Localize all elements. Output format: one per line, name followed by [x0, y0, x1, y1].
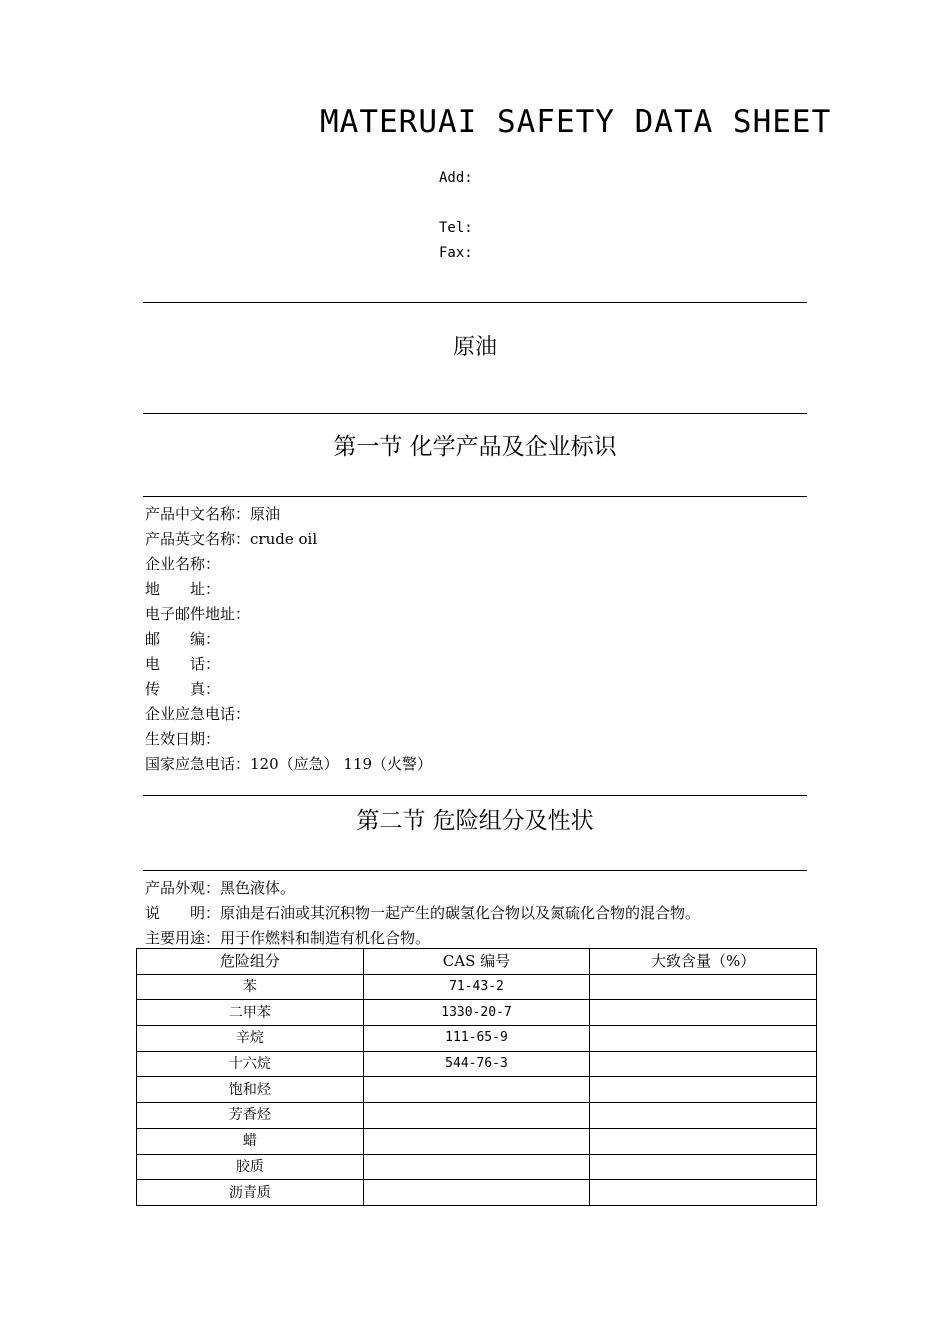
cas-cell: 71-43-2 [363, 974, 590, 1000]
field-value: 黑色液体。 [220, 879, 296, 897]
field-label: 电 话： [145, 655, 221, 673]
field-label: 产品外观： [145, 879, 221, 897]
field-emergency-phone [145, 704, 250, 724]
table-row [137, 974, 817, 1000]
section2-heading: 第二节 危险组分及性状 [356, 808, 594, 834]
column-header-component: 危险组分 [137, 949, 364, 975]
table-row [137, 1026, 817, 1052]
content-cell [590, 1128, 817, 1154]
content-cell [590, 1077, 817, 1103]
component-cell: 辛烷 [137, 1026, 364, 1052]
field-label: 电子邮件地址： [145, 605, 251, 623]
field-label: 生效日期： [145, 730, 221, 748]
content-cell [590, 1103, 817, 1129]
divider [143, 413, 807, 414]
field-product-en-name [145, 529, 317, 549]
component-cell: 芳香烃 [137, 1103, 364, 1129]
content-cell [590, 1000, 817, 1026]
table-row [137, 1077, 817, 1103]
table-row [137, 1128, 817, 1154]
field-main-use [145, 928, 430, 948]
component-cell: 蜡 [137, 1128, 364, 1154]
field-national-emergency-phone [145, 754, 432, 774]
component-cell: 二甲苯 [137, 1000, 364, 1026]
field-postcode [145, 629, 220, 649]
field-label: 邮 编： [145, 630, 221, 648]
content-cell [590, 1026, 817, 1052]
field-value: 原油是石油或其沉积物一起产生的碳氢化合物以及氮硫化合物的混合物。 [220, 904, 701, 922]
column-header-cas: CAS 编号 [363, 949, 590, 975]
field-label: 说 明： [145, 904, 221, 922]
column-header-content: 大致含量（%） [590, 949, 817, 975]
telephone-label: Tel: [439, 220, 473, 236]
component-cell: 饱和烃 [137, 1077, 364, 1103]
cas-cell: 1330-20-7 [363, 1000, 590, 1026]
field-value: 原油 [250, 505, 281, 523]
component-cell: 十六烷 [137, 1051, 364, 1077]
table-row [137, 1103, 817, 1129]
field-product-cn-name [145, 504, 280, 524]
component-cell: 胶质 [137, 1154, 364, 1180]
cas-cell [363, 1128, 590, 1154]
component-cell: 沥青质 [137, 1180, 364, 1206]
hazard-components-table [136, 948, 817, 1206]
cas-cell: 111‑65‑9 [363, 1026, 590, 1052]
table-row [137, 1051, 817, 1077]
content-cell [590, 1180, 817, 1206]
document-title: MATERUAI SAFETY DATA SHEET [320, 104, 832, 140]
field-value: crude oil [250, 530, 318, 548]
section1-heading: 第一节 化学产品及企业标识 [333, 434, 617, 460]
fax-label: Fax: [439, 245, 473, 261]
field-label: 产品中文名称： [145, 505, 251, 523]
cas-cell: 544-76-3 [363, 1051, 590, 1077]
field-value: 120（应急） 119（火警） [250, 755, 433, 773]
cas-cell [363, 1077, 590, 1103]
field-label: 产品英文名称： [145, 530, 251, 548]
cas-cell [363, 1180, 590, 1206]
address-label: Add: [439, 170, 473, 186]
divider [143, 496, 807, 497]
field-label: 地 址： [145, 580, 221, 598]
field-label: 企业名称： [145, 555, 221, 573]
field-label: 主要用途： [145, 929, 221, 947]
field-email [145, 604, 250, 624]
product-name-heading: 原油 [452, 335, 497, 360]
divider [143, 870, 807, 871]
divider [143, 795, 807, 796]
field-appearance [145, 878, 295, 898]
field-description [145, 903, 700, 923]
table-header-row [137, 949, 817, 975]
content-cell [590, 1154, 817, 1180]
table-row [137, 1000, 817, 1026]
divider [143, 302, 807, 303]
field-phone [145, 654, 220, 674]
component-cell: 苯 [137, 974, 364, 1000]
field-effective-date [145, 729, 220, 749]
field-value: 用于作燃料和制造有机化合物。 [220, 929, 431, 947]
cas-cell [363, 1154, 590, 1180]
table-row [137, 1180, 817, 1206]
field-label: 企业应急电话： [145, 705, 251, 723]
cas-cell [363, 1103, 590, 1129]
field-fax [145, 679, 220, 699]
field-label: 传 真： [145, 680, 221, 698]
field-label: 国家应急电话： [145, 755, 251, 773]
content-cell [590, 974, 817, 1000]
field-address [145, 579, 220, 599]
field-company-name [145, 554, 220, 574]
content-cell [590, 1051, 817, 1077]
table-row [137, 1154, 817, 1180]
